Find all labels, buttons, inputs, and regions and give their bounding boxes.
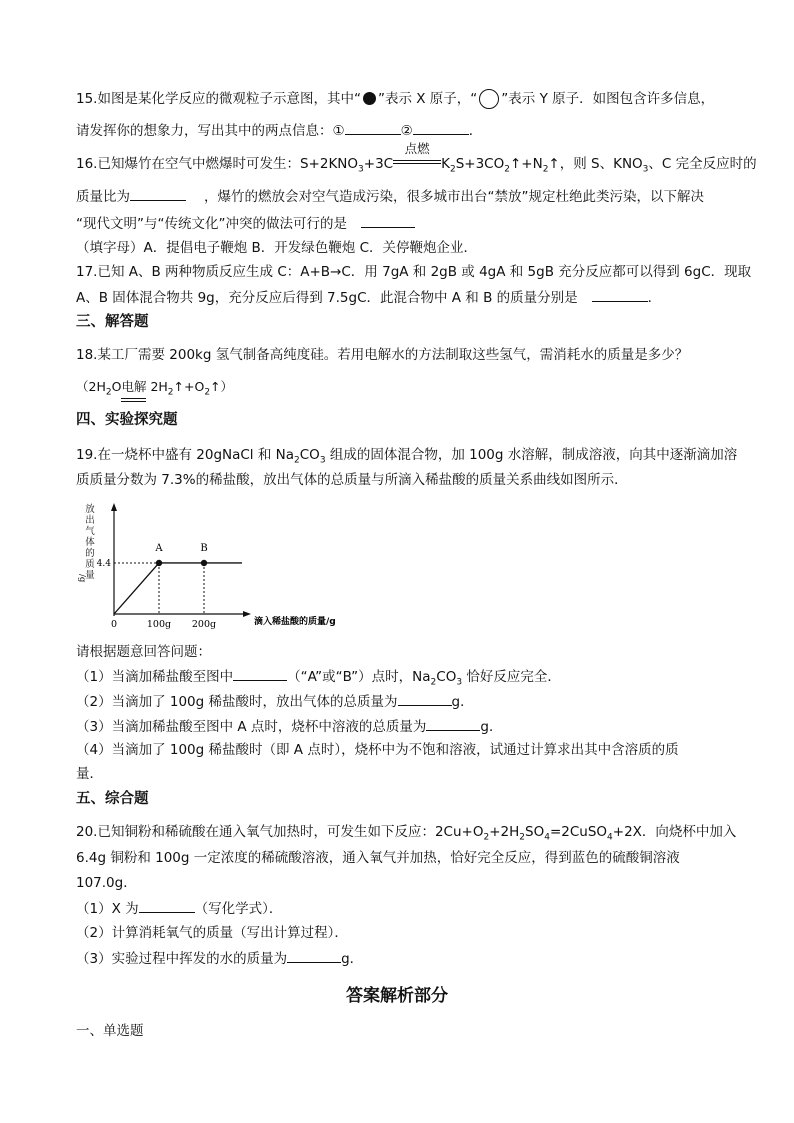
q16-text: ↑+N bbox=[509, 156, 543, 172]
y-axis-arrow bbox=[111, 503, 117, 511]
q20-text: +2H bbox=[489, 824, 520, 840]
q18-line1 bbox=[76, 345, 688, 365]
gas-mass-chart bbox=[74, 500, 354, 630]
q17-text: 17.已知 A、B 两种物质反应生成 C：A+B→C．用 7gA 和 2gB 或 4gA 和 5gB 充分反应都可以得到 6gC．现取 bbox=[76, 264, 752, 280]
q16-text: ↑，则 S、KNO bbox=[548, 156, 643, 172]
subscript: 3 bbox=[456, 677, 463, 688]
answer-blank[interactable] bbox=[361, 213, 415, 228]
answer-blank[interactable] bbox=[345, 120, 401, 135]
subscript: 3 bbox=[319, 455, 326, 466]
q20-line1 bbox=[76, 822, 736, 848]
q16-text: 16.已知爆竹在空气中燃爆时可发生：S+2KNO bbox=[76, 156, 359, 172]
q19-text: （2）当滴加了 100g 稀盐酸时，放出气体的总质量为 bbox=[76, 694, 398, 710]
y-atom-icon bbox=[479, 89, 499, 109]
q16-text: “现代文明”与“传统文化”冲突的做法可行的是 bbox=[76, 216, 347, 232]
x-axis-label: 滴入稀盐酸的质量/g bbox=[254, 617, 336, 627]
subscript: 2 bbox=[519, 832, 526, 843]
q19-text: g． bbox=[480, 719, 503, 735]
answer-blank[interactable] bbox=[592, 287, 648, 302]
q16-text: 、C 完全反应时的 bbox=[648, 156, 757, 172]
data-point-B bbox=[201, 560, 207, 566]
x-axis-arrow bbox=[243, 611, 251, 617]
q20-text: 6.4g 铜粉和 100g 一定浓度的稀硫酸溶液，通入氧气并加热，恰好完全反应，得到蓝色的硫酸铜溶液 bbox=[76, 850, 680, 866]
answer-blank[interactable] bbox=[398, 691, 452, 706]
q15-text: 请发挥你的想象力，写出其中的两点信息：① bbox=[76, 123, 345, 139]
q20-text: +2X．向烧杯中加入 bbox=[612, 824, 737, 840]
q18-text: 2H bbox=[150, 379, 168, 394]
data-point-A bbox=[156, 560, 162, 566]
electrolysis-condition bbox=[121, 377, 146, 397]
q20-part3 bbox=[76, 948, 363, 969]
q20-text: 20.已知铜粉和稀硫酸在通入氧气加热时，可发生如下反应：2Cu+O bbox=[76, 824, 484, 840]
q16-text: K bbox=[441, 156, 450, 172]
q15-text: ． bbox=[468, 123, 483, 139]
q20-text: （2）计算消耗氧气的质量（写出计算过程）． bbox=[76, 925, 348, 941]
q15-text: ② bbox=[400, 123, 413, 139]
q17-text: A、B 固体混合物共 9g，充分反应后得到 7.5gC．此混合物中 A 和 B 的质量分别是 bbox=[76, 290, 578, 306]
q20-line2 bbox=[76, 848, 680, 868]
q16-line1 bbox=[76, 141, 757, 180]
point-label-A: A bbox=[155, 542, 163, 554]
subscript: 2 bbox=[504, 164, 510, 175]
y-axis-label-char: 放 bbox=[85, 504, 95, 515]
q15-text: ”表示 X 原子，“ bbox=[377, 91, 478, 107]
q19-text: g． bbox=[451, 694, 474, 710]
y-axis-label bbox=[77, 503, 95, 583]
y-axis-label-char: 气 bbox=[85, 526, 95, 537]
q19-text: CO bbox=[299, 447, 320, 463]
q20-text: SO bbox=[525, 824, 545, 840]
q19-text: 组成的固体混合物，加 100g 水溶解，制成溶液，向其中逐渐滴加溶 bbox=[325, 447, 738, 463]
subscript: 2 bbox=[204, 387, 211, 398]
q19-text: 量． bbox=[76, 766, 103, 782]
y-axis-label-char: 体 bbox=[85, 537, 95, 548]
q16-text: ，爆竹的燃放会对空气造成污染，很多城市出台“禁放”规定杜绝此类污染，以下解决 bbox=[204, 189, 704, 205]
q16-line3 bbox=[76, 213, 415, 234]
q20-text: （写化学式）． bbox=[194, 901, 283, 917]
q19-text: CO bbox=[436, 669, 457, 685]
q19-part4 bbox=[76, 740, 679, 760]
q20-text: （1）X 为 bbox=[76, 901, 139, 917]
answer-blank[interactable] bbox=[233, 666, 287, 681]
q15-line2 bbox=[76, 120, 482, 141]
answer-blank[interactable] bbox=[287, 948, 341, 963]
section-heading-4: 四、实验探究题 bbox=[76, 412, 178, 428]
subscript: 4 bbox=[544, 832, 550, 843]
q18-text: O bbox=[111, 379, 122, 394]
answer-section-heading-1: 一、单选题 bbox=[76, 1023, 144, 1039]
condition-label: 点燃 bbox=[404, 141, 430, 156]
q19-text: （4）当滴加了 100g 稀盐酸时（即 A 点时），烧杯中为不饱和溶液，试通过计算求出其中含溶质的质 bbox=[76, 742, 679, 758]
q20-text: 107.0g． bbox=[76, 875, 137, 891]
x-tick-label: 200g bbox=[191, 619, 217, 630]
subscript: 4 bbox=[607, 832, 613, 843]
q16-line4 bbox=[76, 238, 477, 258]
x-tick-label: 100g bbox=[146, 619, 172, 630]
section-heading-5: 五、综合题 bbox=[76, 791, 149, 807]
q19-text: （1）当滴加稀盐酸至图中 bbox=[76, 669, 234, 685]
q18-text: ↑+O bbox=[173, 379, 205, 394]
q19-line1 bbox=[76, 445, 737, 471]
q20-text: g． bbox=[341, 951, 364, 967]
x-atom-icon bbox=[363, 92, 376, 105]
subscript: 2 bbox=[294, 455, 300, 466]
q19-text: （3）当滴加稀盐酸至图中 A 点时，烧杯中溶液的总质量为 bbox=[76, 719, 427, 735]
q19-part4-cont bbox=[76, 764, 103, 784]
q18-text: 18.某工厂需要 200kg 氢气制备高纯度硅。若用电解水的方法制取这些氢气，需消耗水的质量是多少？ bbox=[76, 347, 689, 363]
q19-part1 bbox=[76, 666, 561, 693]
q17-text: ． bbox=[647, 290, 662, 306]
q20-part2 bbox=[76, 923, 348, 943]
section-heading-3: 三、解答题 bbox=[76, 314, 149, 330]
q15-text: ”表示 Y 原子．如图包含许多信息， bbox=[501, 91, 715, 107]
q16-text: +3C bbox=[363, 156, 394, 172]
q19-text: 请根据题意回答问题： bbox=[76, 644, 211, 660]
q19-text: 质质量分数为 7.3%的稀盐酸，放出气体的总质量与所滴入稀盐酸的质量关系曲线如图所示． bbox=[76, 472, 628, 488]
q19-line2 bbox=[76, 470, 628, 490]
q15-text: 15.如图是某化学反应的微观粒子示意图，其中“ bbox=[76, 91, 361, 107]
answer-blank[interactable] bbox=[426, 716, 480, 731]
subscript: 2 bbox=[105, 387, 112, 398]
q19-text: 恰好反应完全． bbox=[462, 669, 561, 685]
q19-prompt bbox=[76, 642, 211, 662]
y-axis-label-char: 的 bbox=[85, 548, 95, 559]
answer-blank[interactable] bbox=[139, 898, 195, 913]
y-axis-label-char: 质 bbox=[85, 559, 95, 570]
answer-blank[interactable] bbox=[130, 186, 186, 201]
q19-text: 19.在一烧杯中盛有 20gNaCl 和 Na bbox=[76, 447, 295, 463]
subscript: 2 bbox=[430, 677, 437, 688]
q19-part2 bbox=[76, 691, 474, 712]
subscript: 2 bbox=[483, 832, 490, 843]
subscript: 3 bbox=[642, 164, 649, 175]
condition-label: 电解 bbox=[121, 379, 147, 394]
q16-line2 bbox=[76, 186, 704, 207]
q20-text: =2CuSO bbox=[549, 824, 608, 840]
q19-text: （“A”或“B”）点时，Na bbox=[287, 669, 431, 685]
answer-section-title: 答案解析部分 bbox=[346, 986, 448, 1006]
q18-equation bbox=[76, 377, 233, 403]
q16-text: 质量比为 bbox=[76, 189, 130, 205]
y-axis-label-char: 出 bbox=[85, 515, 95, 526]
q19-part3 bbox=[76, 716, 502, 737]
y-axis-unit: /g bbox=[77, 574, 87, 583]
q17-line2 bbox=[76, 287, 661, 308]
subscript: 2 bbox=[542, 164, 549, 175]
subscript: 3 bbox=[358, 164, 364, 175]
y-axis-label-char: 量 bbox=[85, 570, 95, 581]
q18-text: ↑） bbox=[210, 379, 234, 394]
q16-text: S+3CO bbox=[455, 156, 505, 172]
subscript: 2 bbox=[167, 387, 174, 398]
q17-line1 bbox=[76, 262, 751, 282]
q20-line3 bbox=[76, 873, 137, 893]
origin-label: 0 bbox=[110, 619, 118, 630]
subscript: 2 bbox=[449, 164, 456, 175]
q20-text: （3）实验过程中挥发的水的质量为 bbox=[76, 951, 288, 967]
reaction-condition bbox=[393, 141, 441, 168]
q15-line1 bbox=[76, 89, 714, 109]
point-label-B: B bbox=[200, 542, 208, 554]
answer-blank[interactable] bbox=[413, 120, 469, 135]
y-tick-label: 4.4 bbox=[96, 558, 111, 569]
q20-part1 bbox=[76, 898, 282, 919]
q18-text: （2H bbox=[76, 379, 106, 394]
q16-text: （填字母）A．提倡电子鞭炮 B．开发绿色鞭炮 C．关停鞭炮企业． bbox=[76, 240, 478, 256]
